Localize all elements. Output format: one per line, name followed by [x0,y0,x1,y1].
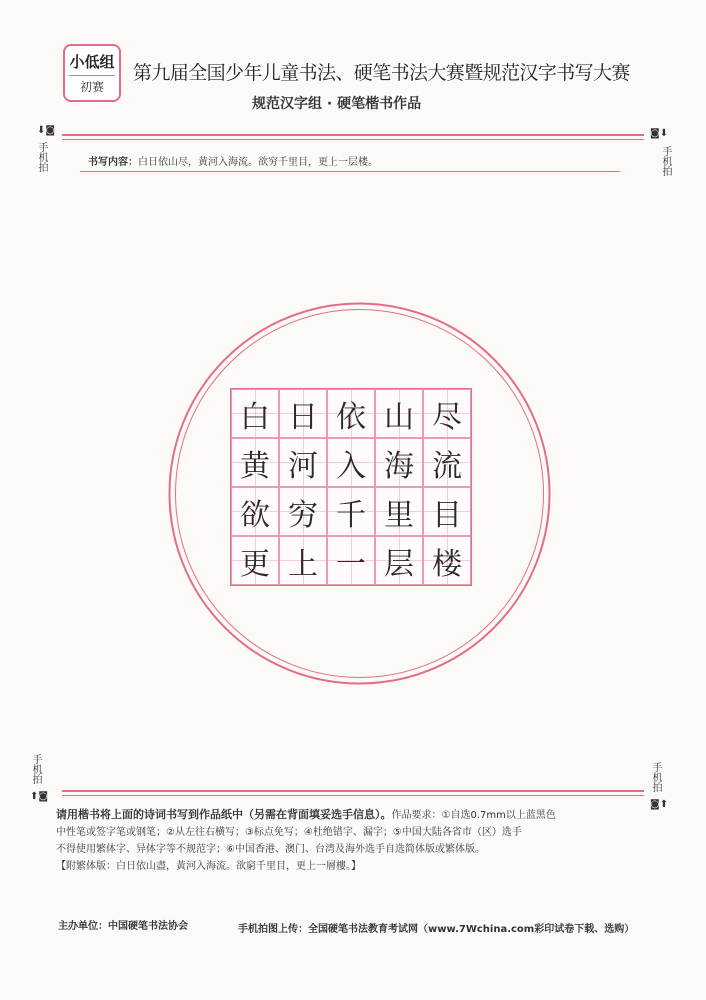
top-border-line-inner [62,139,644,140]
page-subtitle: 规范汉字组 · 硬笔楷书作品 [252,96,422,112]
grid-cell: 黄 [231,438,279,487]
instructions-lead: 请用楷书将上面的诗词书写到作品纸中（另需在背面填妥选手信息）。 [56,808,392,821]
grid-cell: 河 [279,438,327,487]
grid-cell: 更 [231,536,279,585]
grid-cell: 海 [375,438,423,487]
grid-cell: 尽 [423,389,471,438]
grid-cell: 一 [327,536,375,585]
group-label: 小低组 [69,53,115,71]
grid-cell: 白 [231,389,279,438]
badge-divider [69,75,115,76]
grid-cell: 穷 [279,487,327,536]
grid-cell: 入 [327,438,375,487]
camera-icon: ◙⬆ [650,799,669,810]
camera-icon: ⬇◙ [37,125,56,136]
upload-info: 手机拍图上传：全国硬笔书法教育考试网（www.7Wchina.com彩印试卷下载、选购） [238,924,635,935]
instructions-line2: 中性笔或签字笔或钢笔；②从左往右横写；③标点免写；④杜绝错字、漏字；⑤中国大陆各省市（区）选手 [56,827,522,838]
grid-cell: 层 [375,536,423,585]
top-border-line [62,134,644,136]
instructions-line1: 作品要求：①自选0.7mm以上蓝黑色 [391,810,556,821]
organizer: 主办单位：中国硬笔书法协会 [58,921,188,932]
side-tag-right-bottom: 手机拍 [650,762,661,792]
instructions-line4: 【附繁体版：白日依山盡，黃河入海流。欲窮千里目，更上一層樓。】 [56,861,361,872]
content-text: 白日依山尽，黄河入海流。欲穷千里目，更上一层楼。 [138,157,378,168]
grid-cell: 依 [327,389,375,438]
grid-cell: 流 [423,438,471,487]
group-badge [63,44,121,102]
side-tag-left-top: 手机拍 [36,142,47,172]
content-label: 书写内容： [88,157,138,168]
camera-icon: ◙⬇ [650,128,669,139]
grid-cell: 千 [327,487,375,536]
grid-cell: 目 [423,487,471,536]
grid-cell: 里 [375,487,423,536]
grid-cell: 上 [279,536,327,585]
round-label: 初赛 [79,80,104,94]
bottom-border-line [62,790,644,792]
content-underline [80,171,620,172]
grid-cell: 山 [375,389,423,438]
side-tag-right-top: 手机拍 [660,146,671,176]
bottom-border-line-inner [62,795,644,796]
writing-content [88,153,378,168]
side-tag-left-bottom: 手机拍 [30,754,41,784]
page-title: 第九届全国少年儿童书法、硬笔书法大赛暨规范汉字书写大赛 [133,62,630,84]
grid-cell: 楼 [423,536,471,585]
writing-grid [230,388,472,586]
instructions [56,806,646,875]
camera-icon: ⬆◙ [30,791,49,802]
grid-cell: 日 [279,389,327,438]
grid-cell: 欲 [231,487,279,536]
instructions-line3: 不得使用繁体字、异体字等不规范字；⑥中国香港、澳门、台湾及海外选手自选简体版或繁体版。 [56,844,485,855]
